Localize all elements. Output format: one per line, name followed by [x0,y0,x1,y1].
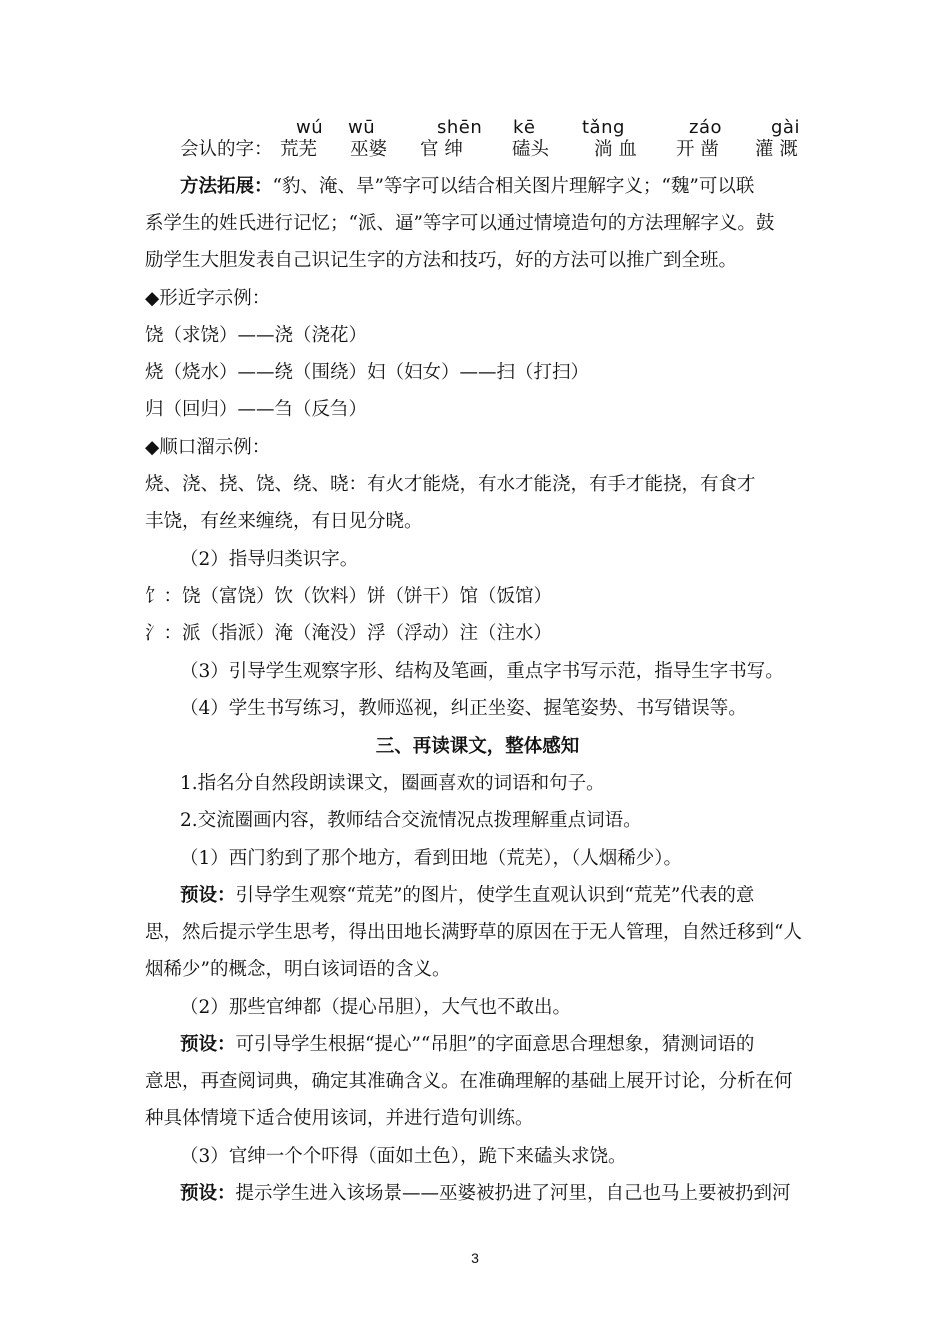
preset1-line3: 烟稀少”的概念，明白该词语的含义。 [145,959,451,980]
word-ketou: 磕头 [512,139,550,160]
pinyin-wu2: wú [296,117,324,138]
step4: （4）学生书写练习，教师巡视，纠正坐姿、握笔姿势、书写错误等。 [180,698,747,719]
similar-line-1: 饶（求饶）——浇（浇花） [145,325,368,346]
preset-label: 预设： [180,885,236,906]
section-heading: 三、再读课文，整体感知 [375,736,580,757]
preset-label: 预设： [180,1183,236,1204]
word-guangai: 灌 溉 [755,139,798,160]
method-title: 方法拓展： [180,176,273,197]
item-2: 2.交流圈画内容，教师结合交流情况点拨理解重点词语。 [180,810,642,831]
pinyin-tang: tǎng [582,117,625,138]
rhyme-line-2: 丰饶，有丝来缠绕，有日见分晓。 [145,511,423,532]
similar-heading: ◆形近字示例： [145,288,271,309]
step2-title: （2）指导归类识字。 [180,549,359,570]
word-kaizao: 开 凿 [676,139,719,160]
method-paragraph-line1 [180,172,845,198]
step3: （3）引导学生观察字形、结构及笔画，重点字书写示范，指导生字书写。 [180,661,784,682]
word-wupo: 巫婆 [350,139,388,160]
question-1: （1）西门豹到了那个地方，看到田地（荒芜），（人烟稀少）。 [180,848,683,869]
pinyin-zao: záo [689,117,722,138]
question-2: （2）那些官绅都（提心吊胆），大气也不敢出。 [180,997,572,1018]
pinyin-wu1: wū [348,117,376,138]
rhyme-line-1: 烧、浇、挠、饶、绕、晓：有火才能烧，有水才能浇，有手才能挠，有食才 [145,474,756,495]
word-tangxue: 淌 血 [594,139,637,160]
word-huangwu: 荒芜 [280,139,318,160]
preset1-line1 [180,881,845,907]
rhyme-heading: ◆顺口溜示例： [145,437,271,458]
preset1-line2: 思，然后提示学生思考，得出田地长满野草的原因在于无人管理，自然迁移到“人 [145,922,802,943]
pinyin-ke: kē [513,117,536,138]
preset-label: 预设： [180,1034,236,1055]
recognize-label: 会认的字： [180,139,273,160]
step2-line-2: 氵：派（指派）淹（淹没）浮（浮动）注（注水） [145,623,553,644]
pinyin-shen: shēn [437,117,483,138]
pinyin-gai: gài [771,117,800,138]
item-1: 1.指名分自然段朗读课文，圈画喜欢的词语和句子。 [180,773,605,794]
preset3-text-1: 提示学生进入该场景——巫婆被扔进了河里，自己也马上要被扔到河 [235,1183,791,1204]
preset1-text-1: 引导学生观察“荒芜”的图片，使学生直观认识到“荒芜”代表的意 [235,885,755,906]
preset2-line2: 意思，再查阅词典，确定其准确含义。在准确理解的基础上展开讨论，分析在何 [145,1071,793,1092]
similar-line-3: 归（回归）——刍（反刍） [145,399,368,420]
method-paragraph-line3: 励学生大胆发表自己识记生字的方法和技巧，好的方法可以推广到全班。 [145,250,738,271]
similar-line-2: 烧（烧水）——绕（围绕）妇（妇女）——扫（打扫） [145,362,590,383]
page-number: 3 [471,1250,479,1266]
step2-line-1: 饣：饶（富饶）饮（饮料）饼（饼干）馆（饭馆） [145,586,553,607]
method-paragraph-line2: 系学生的姓氏进行记忆；“派、逼”等字可以通过情境造句的方法理解字义。鼓 [145,213,775,234]
preset2-line1 [180,1030,845,1056]
preset2-text-1: 可引导学生根据“提心”“吊胆”的字面意思合理想象，猜测词语的 [235,1034,755,1055]
word-guanshen: 官 绅 [420,139,463,160]
preset3-line1 [180,1179,845,1205]
method-text-1: “豹、淹、旱”等字可以结合相关图片理解字义；“魏”可以联 [272,176,755,197]
question-3: （3）官绅一个个吓得（面如土色），跪下来磕头求饶。 [180,1146,627,1167]
preset2-line3: 种具体情境下适合使用该词，并进行造句训练。 [145,1108,534,1129]
